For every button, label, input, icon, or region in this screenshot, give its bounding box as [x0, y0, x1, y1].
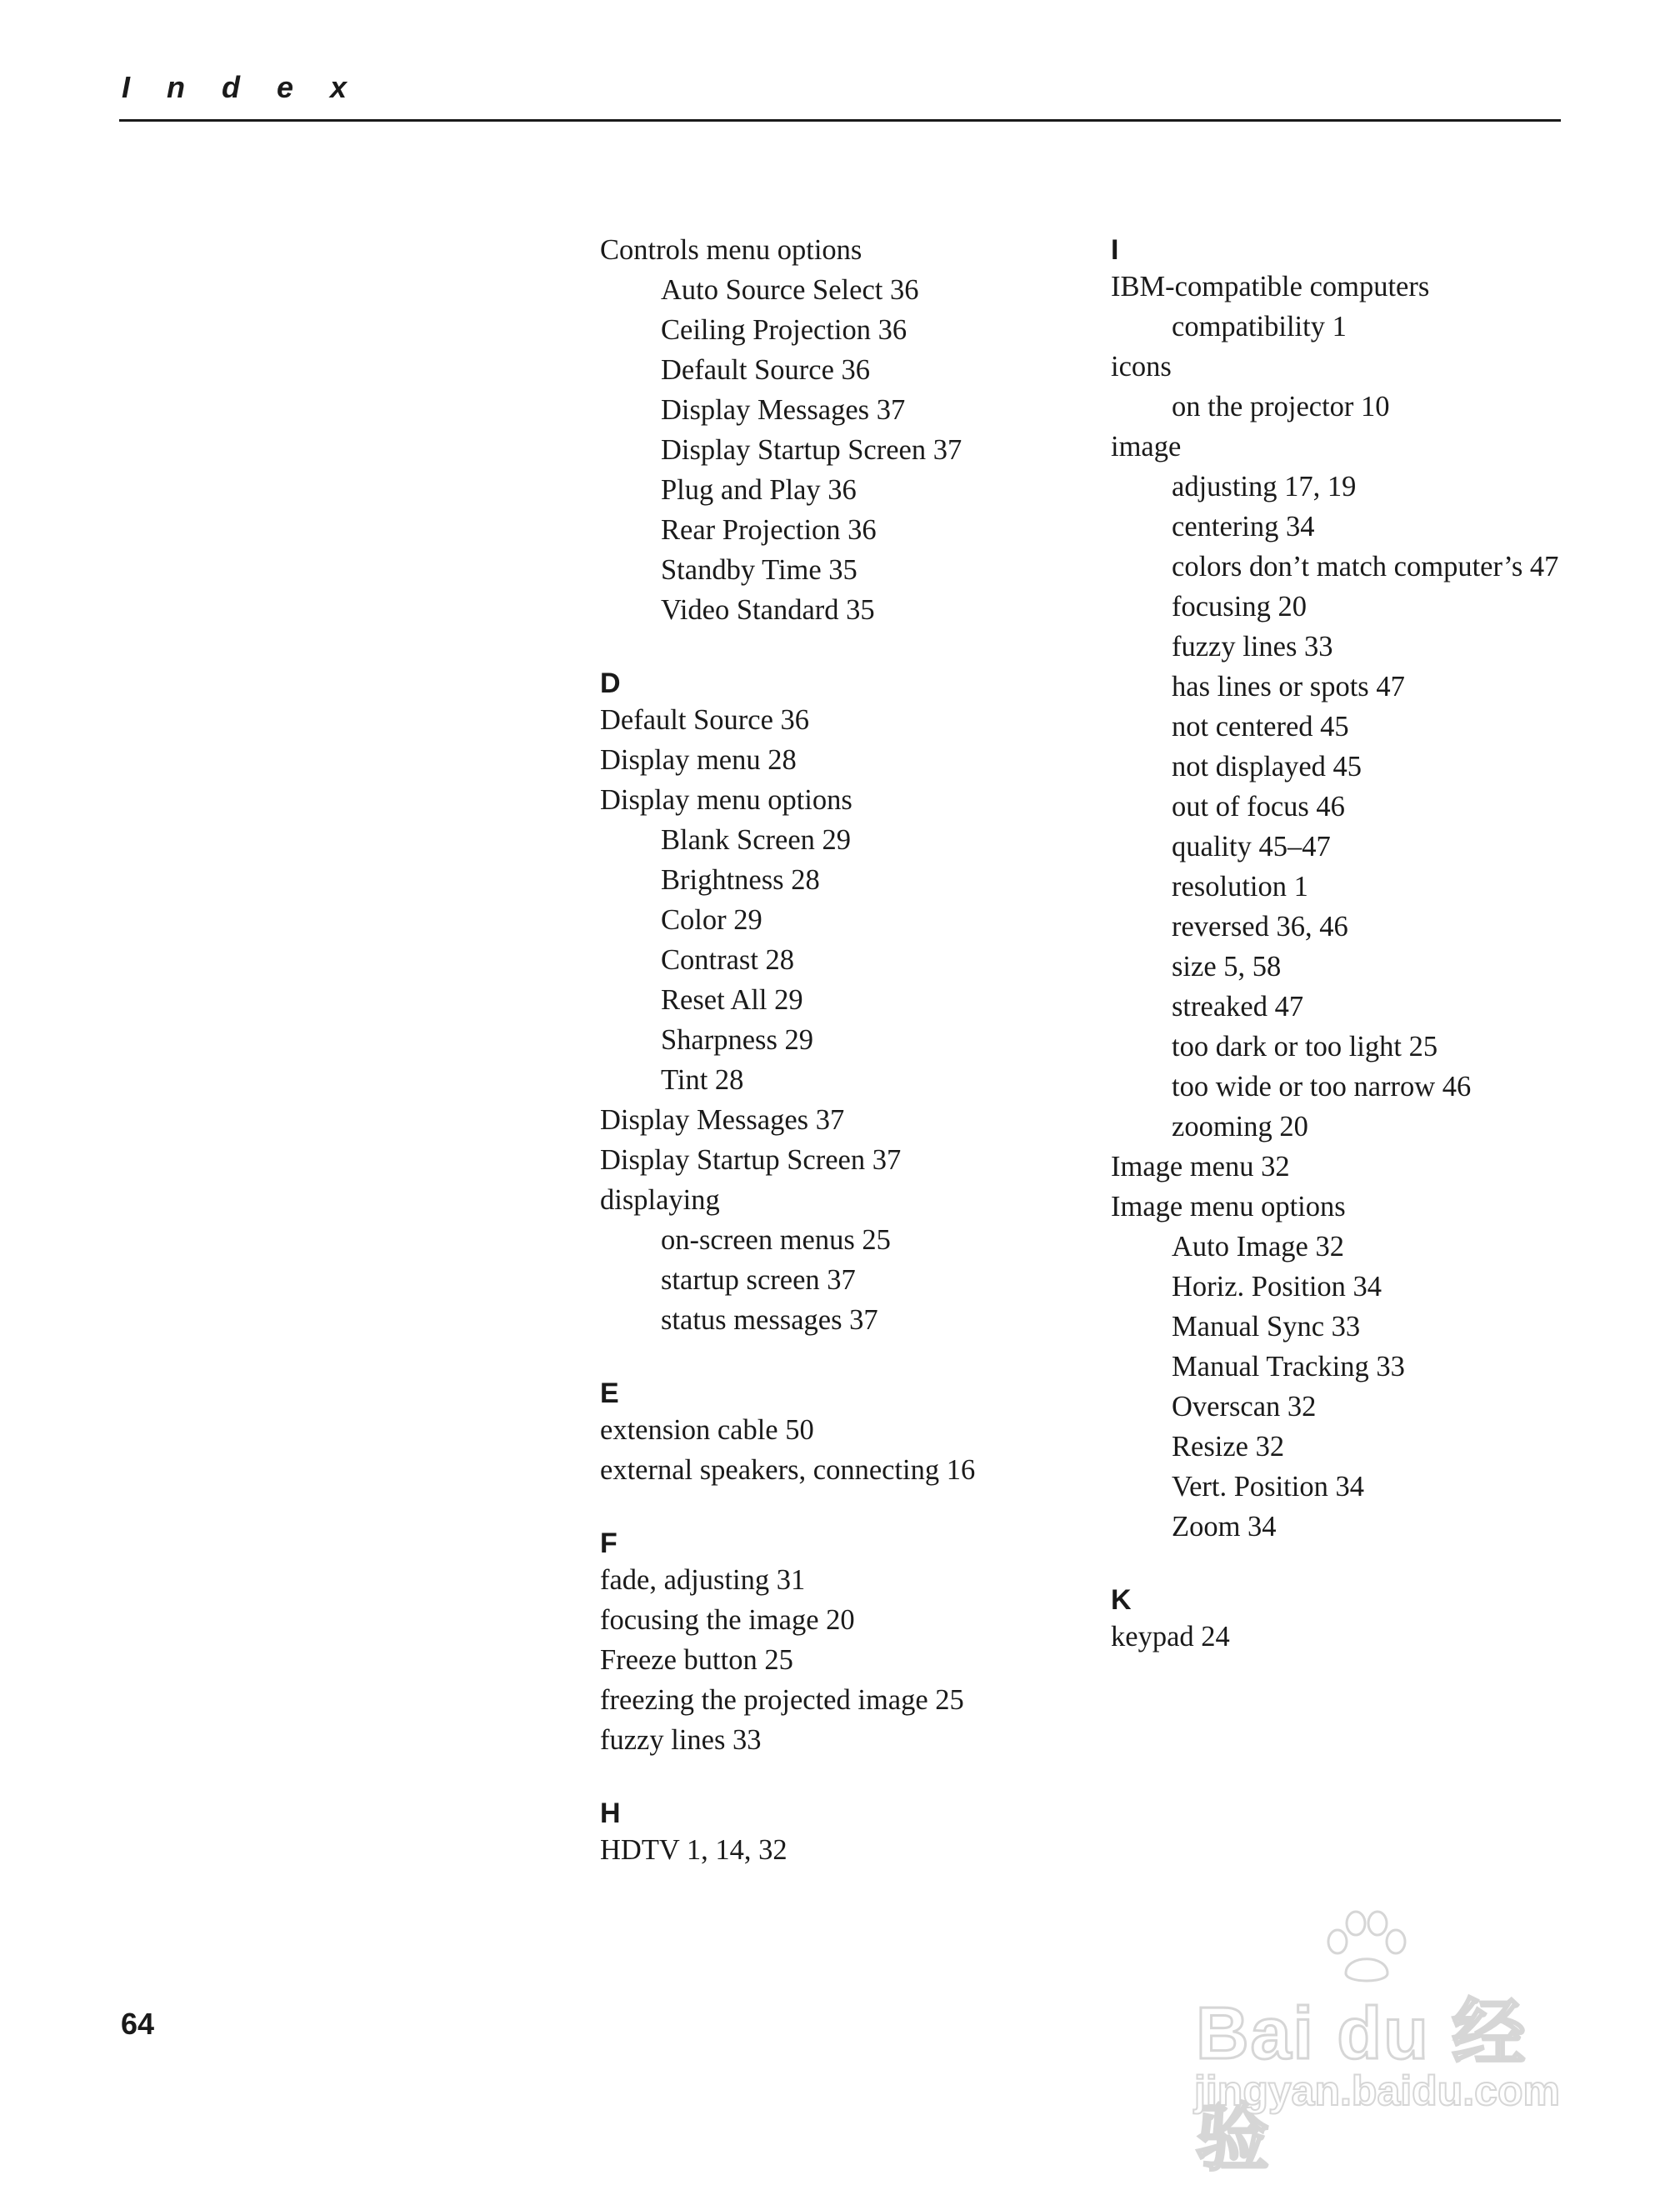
index-section-letter: E — [600, 1378, 619, 1409]
index-entry: extension cable 50 — [600, 1414, 814, 1446]
index-entry: Default Source 36 — [600, 704, 810, 736]
index-subentry: too dark or too light 25 — [1172, 1031, 1438, 1062]
index-section-letter: F — [600, 1528, 618, 1559]
index-subentry: resolution 1 — [1172, 871, 1308, 902]
index-subentry: on the projector 10 — [1172, 391, 1390, 422]
index-subentry: zooming 20 — [1172, 1111, 1308, 1142]
index-column-left — [600, 230, 1100, 1870]
index-subentry: compatibility 1 — [1172, 311, 1347, 342]
index-subentry: Video Standard 35 — [661, 594, 875, 626]
index-subentry: reversed 36, 46 — [1172, 911, 1348, 942]
watermark-logo-text: Bai du 经验 — [1196, 1992, 1528, 2179]
index-subentry: Vert. Position 34 — [1172, 1471, 1364, 1502]
index-section-letter: H — [600, 1798, 621, 1829]
index-subentry: Rear Projection 36 — [661, 514, 877, 546]
index-entry: image — [1111, 431, 1182, 462]
index-subentry: Zoom 34 — [1172, 1511, 1277, 1542]
index-subentry: Brightness 28 — [661, 864, 820, 896]
index-subentry: size 5, 58 — [1172, 951, 1282, 982]
index-subentry: Display Messages 37 — [661, 394, 906, 426]
index-section-letter: I — [1111, 234, 1119, 266]
page-header-title: Index — [122, 70, 384, 104]
index-subentry: status messages 37 — [661, 1304, 878, 1336]
index-entry: Controls menu options — [600, 234, 862, 266]
index-subentry: Standby Time 35 — [661, 554, 858, 586]
index-subentry: startup screen 37 — [661, 1264, 856, 1296]
index-subentry: Tint 28 — [661, 1064, 744, 1096]
index-entry: Display Startup Screen 37 — [600, 1144, 902, 1176]
index-entry: external speakers, connecting 16 — [600, 1454, 976, 1486]
index-subentry: Horiz. Position 34 — [1172, 1271, 1382, 1302]
page-number: 64 — [121, 2007, 155, 2041]
header-divider — [119, 119, 1561, 122]
index-entry: fuzzy lines 33 — [600, 1724, 762, 1756]
index-subentry: Display Startup Screen 37 — [661, 434, 962, 466]
index-subentry: Manual Sync 33 — [1172, 1311, 1361, 1342]
index-section-letter: D — [600, 668, 621, 699]
index-entry: keypad 24 — [1111, 1621, 1230, 1652]
index-subentry: quality 45–47 — [1172, 831, 1331, 862]
index-subentry: focusing 20 — [1172, 591, 1307, 622]
index-entry: Display menu options — [600, 784, 852, 816]
index-subentry: Auto Image 32 — [1172, 1231, 1344, 1262]
watermark-url-text: jingyan.baidu.com — [1194, 2068, 1560, 2114]
index-entry: IBM-compatible computers — [1111, 271, 1430, 302]
index-entry: fade, adjusting 31 — [600, 1564, 806, 1596]
index-subentry: Plug and Play 36 — [661, 474, 857, 506]
index-subentry: Ceiling Projection 36 — [661, 314, 908, 346]
index-subentry: Color 29 — [661, 904, 762, 936]
index-entry: Freeze button 25 — [600, 1644, 793, 1676]
baidu-watermark — [1188, 1908, 1588, 2179]
index-entry: displaying — [600, 1184, 720, 1216]
index-entry: Image menu options — [1111, 1191, 1346, 1222]
paw-icon — [1321, 1908, 1412, 1983]
index-column-right — [1111, 230, 1678, 1657]
index-subentry: colors don’t match computer’s 47 — [1172, 551, 1559, 582]
index-subentry: too wide or too narrow 46 — [1172, 1071, 1472, 1102]
index-subentry: fuzzy lines 33 — [1172, 631, 1333, 662]
index-entry: focusing the image 20 — [600, 1604, 855, 1636]
index-subentry: Default Source 36 — [661, 354, 871, 386]
index-entry: freezing the projected image 25 — [600, 1684, 964, 1716]
index-subentry: Auto Source Select 36 — [661, 274, 919, 306]
index-subentry: streaked 47 — [1172, 991, 1304, 1022]
index-subentry: not displayed 45 — [1172, 751, 1362, 782]
index-subentry: Contrast 28 — [661, 944, 795, 976]
index-subentry: Blank Screen 29 — [661, 824, 852, 856]
index-subentry: has lines or spots 47 — [1172, 671, 1405, 702]
index-subentry: Reset All 29 — [661, 984, 803, 1016]
index-entry: Display menu 28 — [600, 744, 797, 776]
index-subentry: not centered 45 — [1172, 711, 1349, 742]
index-subentry: Manual Tracking 33 — [1172, 1351, 1405, 1382]
index-entry: Image menu 32 — [1111, 1151, 1290, 1182]
index-subentry: Overscan 32 — [1172, 1391, 1317, 1422]
index-subentry: Resize 32 — [1172, 1431, 1285, 1462]
index-subentry: out of focus 46 — [1172, 791, 1345, 822]
index-subentry: on-screen menus 25 — [661, 1224, 891, 1256]
index-entry: Display Messages 37 — [600, 1104, 845, 1136]
index-subentry: centering 34 — [1172, 511, 1315, 542]
index-entry: icons — [1111, 351, 1172, 382]
index-entry: HDTV 1, 14, 32 — [600, 1834, 788, 1866]
index-subentry: adjusting 17, 19 — [1172, 471, 1357, 502]
index-subentry: Sharpness 29 — [661, 1024, 814, 1056]
index-section-letter: K — [1111, 1584, 1132, 1616]
